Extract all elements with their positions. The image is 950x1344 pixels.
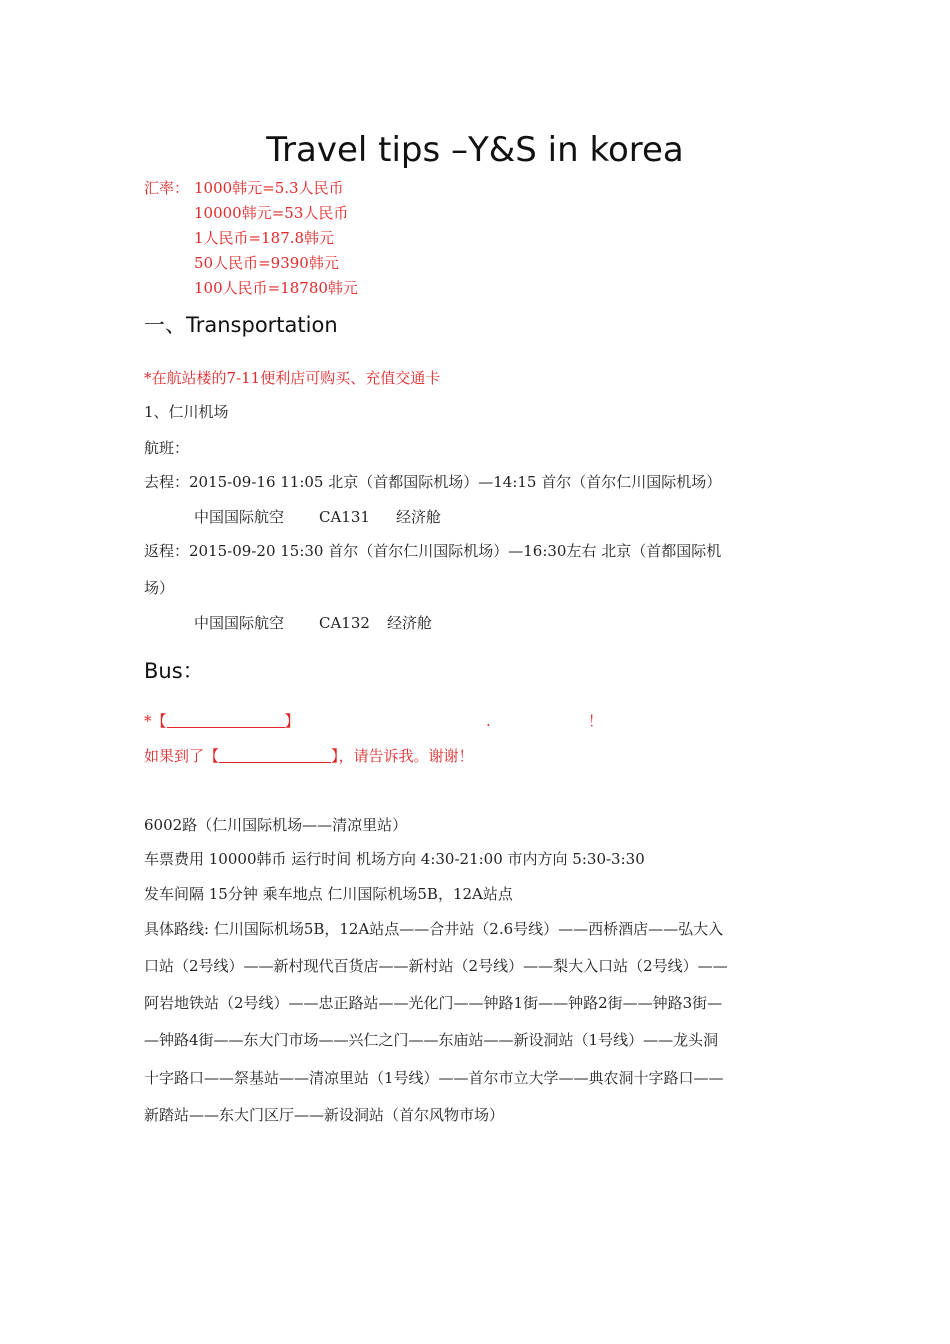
notice-star: *【 [144, 712, 167, 730]
bus-route-name: 6002路（仁川国际机场——清凉里站） [144, 816, 408, 834]
airport-heading: 1、仁川机场 [144, 403, 229, 421]
return-airline: 中国国际航空 [194, 614, 285, 632]
exchange-rate-line: 100人民币=18780韩元 [194, 279, 358, 297]
notice-bracket-close: 】 [284, 712, 300, 730]
bus-request-line [144, 746, 474, 766]
bus-notice-line [144, 711, 300, 731]
request-prefix: 如果到了【 [144, 747, 220, 765]
return-cabin-class: 经济舱 [387, 614, 433, 632]
exchange-rate-line: 10000韩元=53人民币 [194, 204, 349, 222]
bus-route-line: 新踏站——东大门区厅——新设洞站（首尔风物市场） [144, 1106, 505, 1124]
flights-label: 航班： [144, 439, 190, 457]
exchange-rate-label: 汇率： [144, 179, 190, 197]
blank-field [219, 748, 331, 763]
request-suffix: 】，请告诉我。谢谢！ [331, 747, 474, 765]
bus-route-line: 口站（2号线）——新村现代百货店——新村站（2号线）——梨大入口站（2号线）—— [144, 957, 728, 975]
page-title: Travel tips –Y&S in korea [266, 130, 684, 170]
outbound-cabin-class: 经济舱 [396, 508, 442, 526]
notice-exclamation: ！ [588, 712, 604, 730]
bus-route-line: 十字路口——祭基站——清凉里站（1号线）——首尔市立大学——典农洞十字路口—— [144, 1069, 724, 1087]
exchange-rate-line: 1000韩元=5.3人民币 [194, 179, 344, 197]
exchange-rate-line: 50人民币=9390韩元 [194, 254, 339, 272]
notice-dot: . [486, 712, 491, 730]
exchange-rate-line: 1人民币=187.8韩元 [194, 229, 335, 247]
outbound-flight-number: CA131 [319, 508, 370, 526]
bus-fare-line: 车票费用 10000韩币 运行时间 机场方向 4:30-21:00 市内方向 5:30-3:30 [144, 850, 645, 868]
section-heading-transportation: 一、Transportation [144, 313, 338, 337]
return-flight-line-cont: 场） [144, 579, 175, 597]
return-flight-number: CA132 [319, 614, 370, 632]
service-note: *在航站楼的7-11便利店可购买、充值交通卡 [144, 369, 441, 387]
bus-interval-line: 发车间隔 15分钟 乘车地点 仁川国际机场5B，12A站点 [144, 885, 513, 903]
bus-route-line: 具体路线: 仁川国际机场5B，12A站点——合井站（2.6号线）——西桥酒店——弘大入 [144, 920, 724, 938]
bus-route-line: —钟路4街——东大门市场——兴仁之门——东庙站——新设洞站（1号线）——龙头洞 [144, 1031, 719, 1049]
outbound-airline: 中国国际航空 [194, 508, 285, 526]
blank-field [167, 713, 285, 728]
return-flight-line: 返程：2015-09-20 15:30 首尔（首尔仁川国际机场）—16:30左右 北京（首都国际机 [144, 542, 722, 560]
bus-heading: Bus： [144, 659, 204, 683]
outbound-flight-line: 去程：2015-09-16 11:05 北京（首都国际机场）—14:15 首尔（首尔仁川国际机场） [144, 473, 722, 491]
bus-route-line: 阿岩地铁站（2号线）——忠正路站——光化门——钟路1街——钟路2街——钟路3街— [144, 994, 723, 1012]
